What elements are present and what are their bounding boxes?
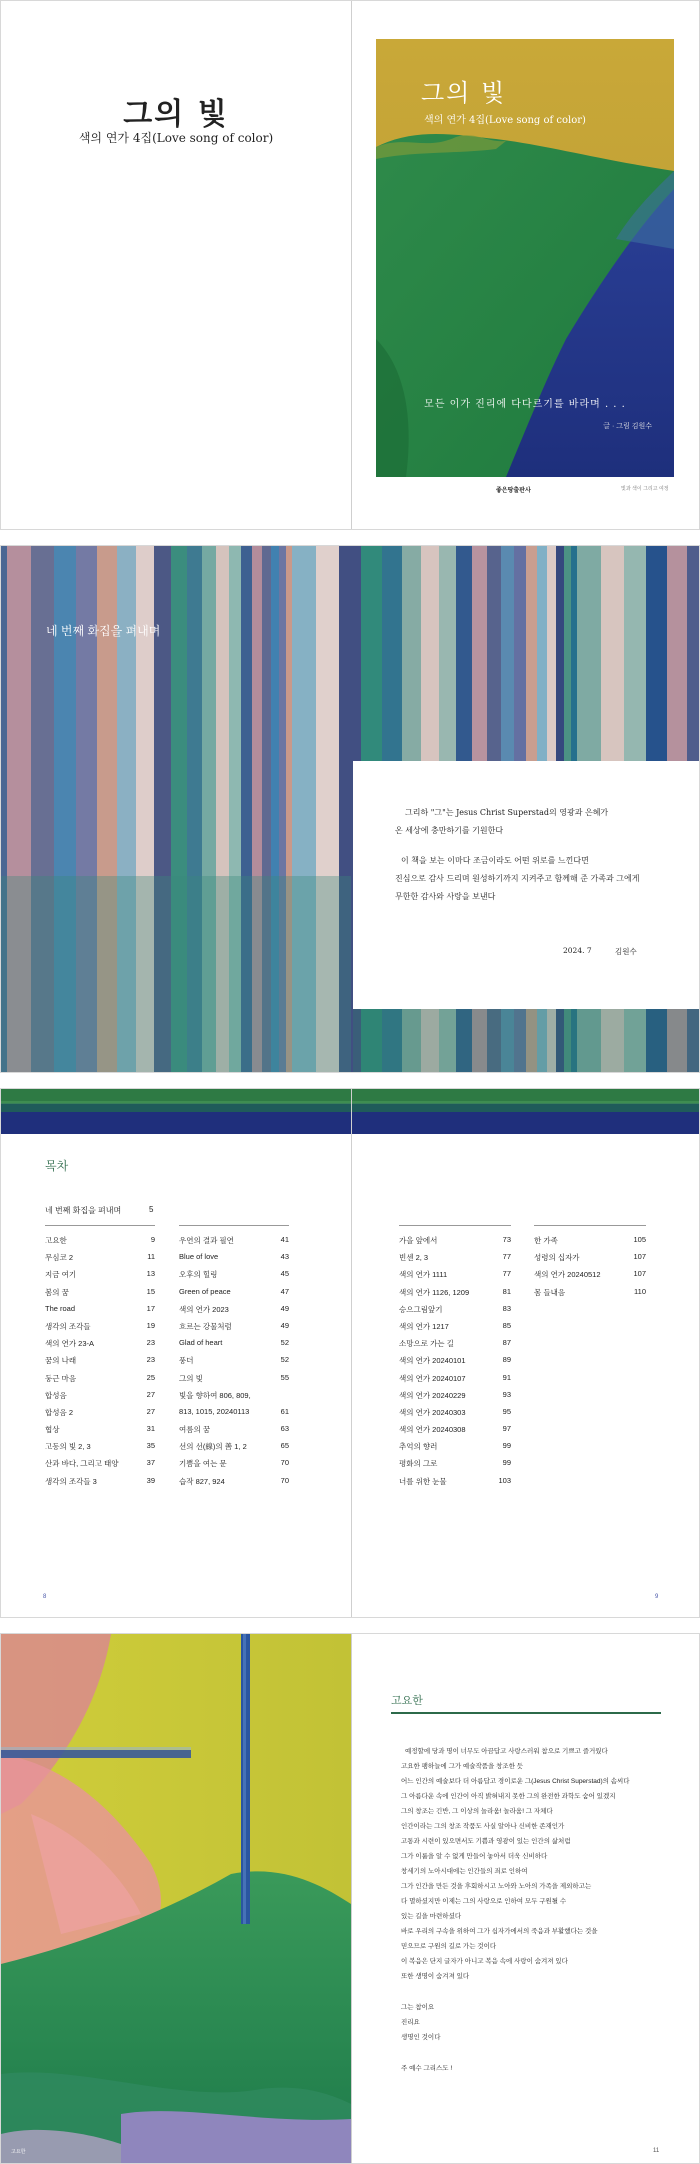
toc-entry-title: 풍더 [179, 1356, 194, 1366]
toc-entry-title: 색의 연가 20240308 [399, 1425, 466, 1435]
toc-entry-title: 고요한 [45, 1236, 67, 1245]
toc-entry-title: 너를 위한 눈물 [399, 1476, 447, 1486]
toc-entry-page: 77 [502, 1252, 511, 1262]
poem-line: 그가 인간을 만든 것을 후회하시고 노아와 노아의 가족을 제외하고는 [401, 1883, 592, 1890]
toc-entry-page: 49 [280, 1303, 289, 1313]
toc-entry-page: 89 [502, 1355, 511, 1365]
toc-entry-page: 65 [280, 1441, 289, 1451]
toc-entry[interactable] [399, 1373, 511, 1390]
cover-title: 그의 빛 [421, 79, 507, 107]
preface-line: 이 책을 보는 이마다 조금이라도 어떤 위로를 느낀다면 [401, 856, 589, 865]
spine-fold [351, 1634, 352, 2163]
toc-entry[interactable] [534, 1269, 646, 1286]
spine-fold [351, 1089, 352, 1617]
publisher-note: 빛과 색이 그리고 여정 [621, 486, 669, 492]
toc-entry[interactable] [399, 1304, 511, 1321]
toc-entry[interactable] [45, 1321, 155, 1338]
toc-entry[interactable] [179, 1235, 289, 1252]
toc-entry-page: 37 [146, 1458, 155, 1468]
toc-entry-title: 그의 빛 [179, 1373, 203, 1383]
poem-line: 고통과 시련이 있으면서도 기쁨과 영광이 있는 인간의 삶처럼 [401, 1838, 571, 1845]
toc-entry[interactable] [179, 1441, 289, 1458]
preface-text-panel [353, 761, 700, 1009]
toc-column-2 [179, 1225, 289, 1493]
poem-line: 고요한 팽하늘에 그가 예술작품을 창조한 듯 [401, 1763, 524, 1770]
preface-date: 2024. 7 [563, 946, 592, 955]
toc-entry-page: 70 [280, 1475, 289, 1485]
poem-line: 창세기의 노아시대에는 인간들의 죄로 인하여 [401, 1868, 528, 1875]
toc-entry-page: 83 [502, 1303, 511, 1313]
toc-entry[interactable] [179, 1458, 289, 1475]
toc-entry-title: 지금 여기 [45, 1270, 77, 1280]
toc-entry-title: 한 가족 [534, 1236, 558, 1245]
page-number-left: 8 [43, 1594, 47, 1600]
toc-entry-title: 흐르는 강물처럼 [179, 1321, 232, 1331]
toc-entry[interactable] [179, 1373, 289, 1390]
toc-entry[interactable] [179, 1407, 289, 1424]
toc-entry-title: 색의 연가 20240512 [534, 1270, 601, 1280]
cover-subtitle: 색의 연가 4집(Love song of color) [424, 115, 586, 126]
poem-line: 생명인 것이다 [401, 2034, 441, 2041]
toc-entry[interactable] [399, 1441, 511, 1458]
toc-entry-title: Blue of love [179, 1252, 219, 1262]
toc-intro-label[interactable]: 네 번째 화집을 펴내며 [45, 1206, 122, 1215]
toc-entry[interactable] [45, 1235, 155, 1252]
toc-entry[interactable] [179, 1338, 289, 1355]
toc-entry-title: 색의 연가 1217 [399, 1321, 449, 1331]
toc-entry-title: 봄의 꿈 [45, 1287, 69, 1297]
preface-line: 그리하 "그"는 Jesus Christ Superstad의 영광과 은혜가 [405, 808, 609, 817]
toc-entry-title: 가을 앞에서 [399, 1236, 438, 1245]
toc-entry-title: 합성음 [45, 1390, 67, 1400]
toc-entry-title: 합성음 2 [45, 1407, 73, 1417]
poem-line: 주 예수 그리스도 ! [401, 2065, 453, 2072]
toc-entry-page: 17 [146, 1303, 155, 1313]
toc-entry[interactable] [399, 1355, 511, 1372]
toc-entry[interactable] [45, 1390, 155, 1407]
toc-entry-title: 소망으로 가는 길 [399, 1339, 454, 1349]
toc-entry[interactable] [534, 1252, 646, 1269]
toc-entry-page: 39 [146, 1475, 155, 1485]
cover-tagline: 모든 이가 진리에 다다르기를 바라며 . . . [424, 399, 626, 410]
preface-signature: 김원수 [615, 947, 637, 956]
toc-entry[interactable] [399, 1390, 511, 1407]
toc-entry[interactable] [45, 1252, 155, 1269]
toc-entry-title: 색의 연가 23-A [45, 1339, 94, 1349]
poem-line: 이 복음은 단지 글자가 아니고 복음 속에 사랑이 숨겨져 있다 [401, 1958, 568, 1965]
toc-entry-page: 107 [633, 1252, 646, 1262]
toc-entry[interactable] [45, 1373, 155, 1390]
toc-entry-page: 27 [146, 1389, 155, 1399]
toc-entry[interactable] [534, 1287, 646, 1304]
toc-entry-title: 색의 연가 20240101 [399, 1356, 466, 1366]
toc-entry-title: 색의 연가 1126, 1209 [399, 1287, 470, 1297]
poem-line: 어느 인간의 예술보다 더 아름답고 경이로운 그(Jesus Christ Superstad)의 솜씨다 [401, 1778, 630, 1785]
toc-entry-page: 63 [280, 1424, 289, 1434]
toc-entry-page: 49 [280, 1320, 289, 1330]
toc-entry-title: Glad of heart [179, 1338, 223, 1348]
toc-entry-page: 15 [146, 1286, 155, 1296]
toc-entry-page: 87 [502, 1338, 511, 1348]
toc-entry-title: 추억의 향러 [399, 1442, 438, 1452]
toc-entry[interactable] [179, 1321, 289, 1338]
toc-entry-page: 70 [280, 1458, 289, 1468]
toc-entry[interactable] [45, 1424, 155, 1441]
toc-entry-page: 31 [146, 1424, 155, 1434]
toc-entry[interactable] [399, 1476, 511, 1493]
toc-entry-page: 93 [502, 1389, 511, 1399]
book-title: 그의 빛 [123, 97, 229, 132]
toc-entry[interactable] [179, 1390, 289, 1407]
toc-entry-title: 빛을 향하여 806, 809, [179, 1390, 251, 1400]
toc-entry-title: The road [45, 1303, 76, 1313]
toc-entry-page: 11 [147, 1252, 155, 1262]
preface-line: 무한한 감사와 사랑을 보낸다 [395, 892, 496, 901]
toc-entry-title: 색의 연가 20240303 [399, 1407, 466, 1417]
spread-preface [0, 545, 700, 1073]
toc-entry-page: 61 [280, 1406, 289, 1416]
toc-entry-title: 기쁨을 여는 문 [179, 1459, 227, 1469]
toc-entry-page: 91 [502, 1372, 511, 1382]
toc-column-3 [399, 1225, 511, 1493]
poem-line: 있는 길을 마련하셨다 [401, 1913, 462, 1920]
toc-entry-page: 105 [633, 1235, 646, 1244]
footer-painting-title: 고요한 [11, 2149, 26, 2155]
title-underline [391, 1712, 661, 1714]
toc-entry-page: 99 [502, 1458, 511, 1468]
toc-entry[interactable] [179, 1252, 289, 1269]
toc-entry[interactable] [399, 1269, 511, 1286]
toc-entry-page: 97 [502, 1424, 511, 1434]
toc-entry-title: 우연의 결과 필연 [179, 1236, 234, 1245]
toc-entry-page: 55 [280, 1372, 289, 1382]
spread-poem [0, 1633, 700, 2164]
toc-entry-page: 41 [280, 1235, 289, 1244]
poem-line: 믿으므로 구원의 길로 가는 것이다 [401, 1943, 497, 1950]
toc-intro-page: 5 [149, 1205, 154, 1214]
toc-entry-page: 95 [502, 1406, 511, 1416]
toc-entry-title: 성령의 십자가 [534, 1253, 580, 1263]
toc-entry-title: 선의 선(線)의 善 1, 2 [179, 1442, 247, 1452]
toc-entry-title: 몸 들내음 [534, 1287, 566, 1297]
toc-entry-page: 19 [146, 1320, 155, 1330]
toc-entry-page: 73 [502, 1235, 511, 1244]
toc-entry[interactable] [399, 1338, 511, 1355]
cover-artwork [376, 39, 674, 477]
toc-entry-page: 107 [633, 1269, 646, 1279]
poem-title: 고요한 [391, 1695, 423, 1707]
poem-line: 그 아름다운 속에 인간이 아직 밝혀내지 못한 그의 완전한 과학도 숨어 있겠지 [401, 1793, 616, 1800]
poem-line: 인간이라는 그의 창조 작품도 사실 알아나 신비한 존재인가 [401, 1823, 565, 1830]
toc-entry-title: 꿈의 나래 [45, 1356, 77, 1366]
toc-entry-title: 협상 [45, 1425, 60, 1435]
preface-line: 진심으로 감사 드리며 원성하기까지 지켜주고 함께해 준 가족과 그에게 [395, 874, 640, 883]
spread-title-cover [0, 0, 700, 530]
toc-entry[interactable] [179, 1287, 289, 1304]
toc-entry-title: 평화의 그로 [399, 1459, 438, 1469]
toc-entry-title: 생각의 조각들 [45, 1321, 91, 1331]
toc-entry-page: 47 [280, 1286, 289, 1296]
toc-entry[interactable] [399, 1321, 511, 1338]
page-number-right: 11 [653, 2148, 660, 2154]
toc-entry-title: 승으그림앞기 [399, 1304, 443, 1314]
toc-entry[interactable] [399, 1424, 511, 1441]
toc-entry[interactable] [179, 1424, 289, 1441]
toc-entry-title: 여름의 꿈 [179, 1425, 211, 1435]
toc-entry-title: 오후의 힐링 [179, 1270, 218, 1280]
toc-entry-page: 52 [280, 1355, 289, 1365]
toc-entry-page: 27 [146, 1406, 155, 1416]
toc-entry-title: 고동의 빛 2, 3 [45, 1442, 91, 1452]
toc-entry-title: 습작 827, 924 [179, 1476, 225, 1486]
toc-entry-title: 산과 바다, 그리고 태양 [45, 1459, 119, 1469]
poem-line: 그가 이룹을 알 수 없게 만들어 놓아서 더욱 신비하다 [401, 1853, 548, 1860]
toc-entry-page: 23 [146, 1338, 155, 1348]
poem-line: 그는 참이요 [401, 2004, 435, 2011]
toc-entry[interactable] [45, 1355, 155, 1372]
toc-entry-page: 43 [280, 1252, 289, 1262]
toc-entry-page: 99 [502, 1441, 511, 1451]
toc-entry[interactable] [399, 1235, 511, 1252]
toc-entry[interactable] [179, 1304, 289, 1321]
toc-entry[interactable] [45, 1407, 155, 1424]
toc-entry-title: 생각의 조각들 3 [45, 1476, 97, 1486]
toc-entry[interactable] [534, 1235, 646, 1252]
page-number-right: 9 [655, 1594, 659, 1600]
toc-entry-title: Green of peace [179, 1286, 231, 1296]
toc-title: 목차 [45, 1159, 69, 1173]
preface-heading: 네 번째 화집을 펴내며 [46, 624, 161, 638]
toc-entry[interactable] [45, 1476, 155, 1493]
toc-entry-page: 25 [146, 1372, 155, 1382]
toc-entry[interactable] [45, 1441, 155, 1458]
toc-entry[interactable] [45, 1458, 155, 1475]
toc-entry-page: 103 [498, 1475, 511, 1485]
toc-entry[interactable] [179, 1269, 289, 1286]
toc-entry-title: 색의 연가 20240107 [399, 1373, 466, 1383]
spread-table-of-contents [0, 1088, 700, 1618]
toc-column-1 [45, 1225, 155, 1493]
toc-entry[interactable] [179, 1355, 289, 1372]
poem-line: 또한 생명이 숨겨져 있다 [401, 1973, 470, 1980]
cover-author: 글 · 그림 김원수 [603, 423, 652, 430]
poem-line: 다 멸하셨지만 이제는 그의 사랑으로 인하여 모두 구원될 수 [401, 1898, 567, 1905]
toc-entry-title: 무심코 2 [45, 1253, 73, 1263]
toc-entry-title: 색의 연가 20240229 [399, 1390, 466, 1400]
toc-entry-page: 13 [146, 1269, 155, 1279]
toc-entry-page: 52 [280, 1338, 289, 1348]
toc-entry-title: 둥근 마음 [45, 1373, 77, 1383]
toc-entry[interactable] [399, 1458, 511, 1475]
toc-entry-page: 85 [502, 1320, 511, 1330]
toc-entry[interactable] [45, 1304, 155, 1321]
toc-entry[interactable] [399, 1407, 511, 1424]
poem-line: 그의 창조는 긴반, 그 이상의 놀라움! 놀라움! 그 자체다 [401, 1808, 553, 1815]
toc-entry-page: 45 [280, 1269, 289, 1279]
toc-entry[interactable] [179, 1476, 289, 1493]
toc-entry-page: 35 [146, 1441, 155, 1451]
toc-column-4 [534, 1225, 646, 1304]
toc-entry-title: 색의 연가 1111 [399, 1270, 448, 1280]
spine-fold [351, 1, 352, 529]
toc-entry[interactable] [45, 1338, 155, 1355]
toc-entry-title: 색의 연가 2023 [179, 1304, 229, 1314]
preface-line: 온 세상에 충만하기를 기원한다 [395, 826, 504, 835]
toc-entry-page: 77 [502, 1269, 511, 1279]
toc-entry-page: 110 [634, 1286, 646, 1296]
toc-entry[interactable] [399, 1252, 511, 1269]
toc-entry-title: 813, 1015, 20240113 [179, 1406, 250, 1416]
toc-entry[interactable] [45, 1269, 155, 1286]
publisher-logo: 좋은땅출판사 [496, 488, 531, 494]
book-subtitle: 색의 연가 4집(Love song of color) [78, 131, 274, 145]
poem-line: 진리요 [401, 2019, 420, 2026]
toc-entry-page: 9 [150, 1235, 155, 1244]
toc-entry-title: 빈센 2, 3 [399, 1253, 429, 1263]
toc-entry-page: 81 [502, 1286, 511, 1296]
toc-entry[interactable] [45, 1287, 155, 1304]
toc-entry[interactable] [399, 1287, 511, 1304]
poem-line: 예정할에 당과 명이 너무도 아끔답고 사랑스러워 참으로 기쁘고 즐거웠다 [405, 1748, 608, 1755]
toc-entry-page: 23 [146, 1355, 155, 1365]
cross-painting [1, 1634, 351, 2164]
poem-line: 바로 우리의 구속을 위하여 그가 십자가에서의 죽음과 부활했다는 것을 [401, 1928, 598, 1935]
